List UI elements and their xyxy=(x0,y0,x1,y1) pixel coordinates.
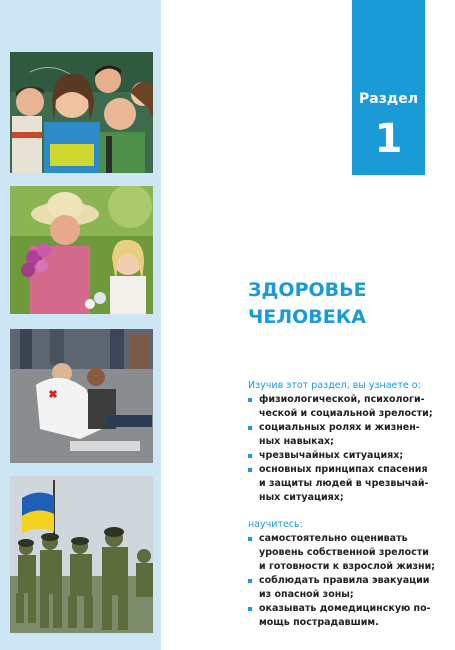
list-item xyxy=(248,532,448,574)
section-title xyxy=(248,277,438,331)
section-tab xyxy=(352,0,425,175)
list-item-line: основных принципах спасения xyxy=(259,464,428,475)
title-line-1: ЗДОРОВЬЕ xyxy=(248,279,367,301)
bullet-marker xyxy=(248,468,252,472)
list-item-line: мощь пострадавшим. xyxy=(259,617,379,628)
list-item-line: соблюдать правила эвакуации xyxy=(259,575,430,586)
first-aid-photo xyxy=(10,329,153,463)
list-item-line: ческой и социальной зрелости; xyxy=(259,408,433,419)
learn-intro: Изучив этот раздел, вы узнаете о: xyxy=(248,380,421,391)
title-line-2: ЧЕЛОВЕКА xyxy=(248,306,366,328)
grandmother-child-flowers-photo xyxy=(10,186,153,314)
skills-list xyxy=(248,532,448,630)
section-label: Раздел xyxy=(359,91,418,107)
section-content xyxy=(248,379,448,630)
teenagers-photo xyxy=(10,52,153,173)
list-item xyxy=(248,393,448,421)
learn-list xyxy=(248,393,448,505)
list-item-line: физиологической, психологи- xyxy=(259,394,425,405)
bullet-marker xyxy=(248,537,252,541)
list-item xyxy=(248,449,448,463)
list-item-line: оказывать домедицинскую по- xyxy=(259,603,431,614)
list-item xyxy=(248,574,448,602)
list-item-line: уровень собственной зрелости xyxy=(259,547,429,558)
skills-intro: научитесь: xyxy=(248,519,303,530)
list-item-line: чрезвычайных ситуациях; xyxy=(259,450,404,461)
list-item xyxy=(248,421,448,449)
list-item-line: из опасной зоны; xyxy=(259,589,354,600)
bullet-marker xyxy=(248,607,252,611)
list-item-line: самостоятельно оценивать xyxy=(259,533,408,544)
list-item-line: ных навыках; xyxy=(259,436,334,447)
list-item xyxy=(248,463,448,505)
list-item-line: социальных ролях и жизнен- xyxy=(259,422,420,433)
section-number: 1 xyxy=(374,116,403,162)
bullet-marker xyxy=(248,426,252,430)
bullet-marker xyxy=(248,454,252,458)
list-item-line: и готовности к взрослой жизни; xyxy=(259,561,436,572)
bullet-marker xyxy=(248,579,252,583)
list-item xyxy=(248,602,448,630)
military-parade-photo xyxy=(10,476,153,633)
bullet-marker xyxy=(248,398,252,402)
list-item-line: ных ситуациях; xyxy=(259,492,344,503)
photo-sidebar xyxy=(0,0,161,650)
list-item-line: и защиты людей в чрезвычай- xyxy=(259,478,429,489)
